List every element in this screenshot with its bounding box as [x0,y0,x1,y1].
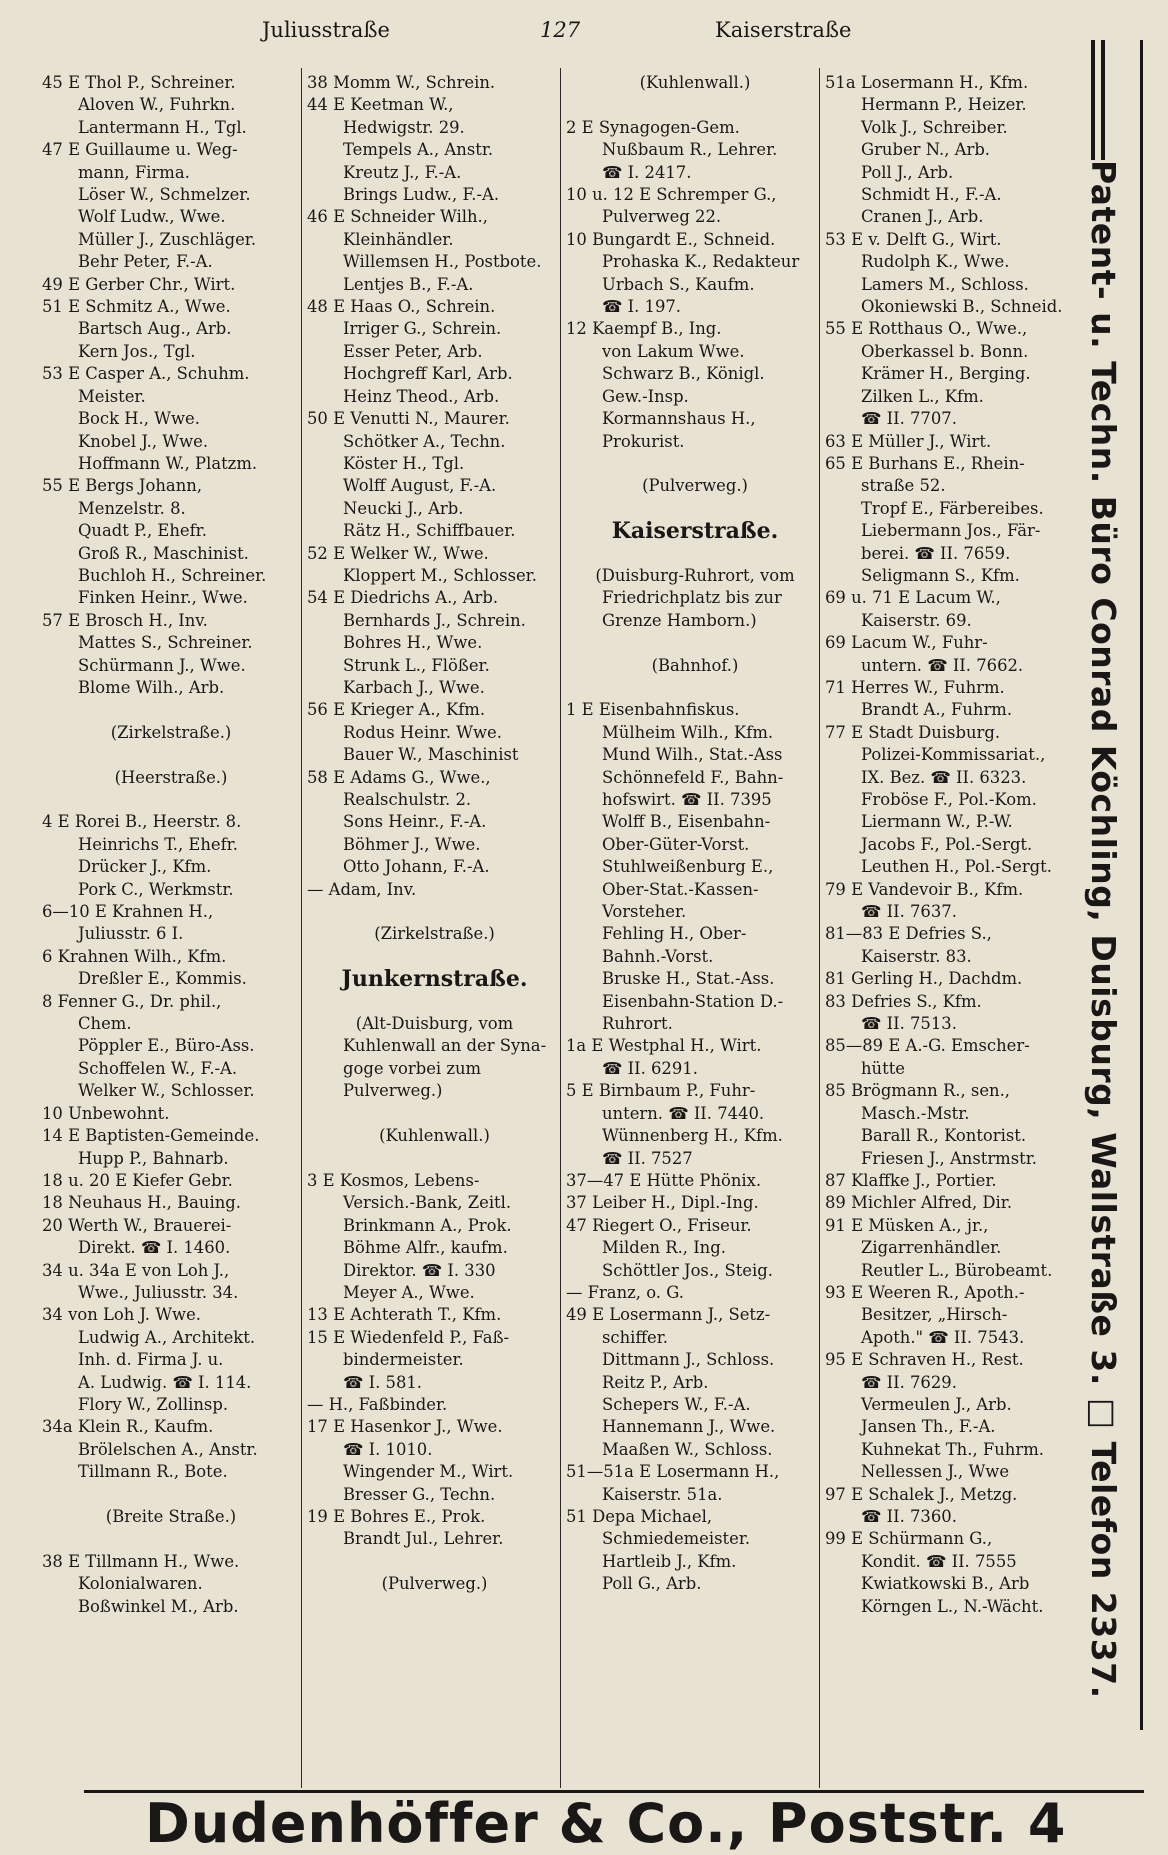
directory-line: Brinkmann A., Prok. [343,1215,512,1235]
directory-line: Pulverweg 22. [602,207,722,227]
directory-line: 37—47 E Hütte Phönix. [566,1170,762,1190]
directory-line: 47 Riegert O., Friseur. [566,1215,752,1235]
directory-line: 91 E Müsken A., jr., [825,1215,989,1235]
directory-line: Kaiserstr. 51a. [602,1484,723,1504]
directory-line: Poll J., Arb. [861,162,954,182]
directory-line: Schwarz B., Königl. [602,364,765,384]
directory-line [307,946,562,968]
directory-line: Friedrichplatz bis zur [602,588,782,608]
directory-line: Pöppler E., Büro-Ass. [78,1036,255,1056]
directory-line: (Heerstraße.) [114,767,228,787]
directory-line: Jacobs F., Pol.-Sergt. [861,834,1033,854]
directory-line: 2 E Synagogen-Gem. [566,117,740,137]
directory-line: Seligmann S., Kfm. [861,565,1020,585]
directory-line: Reitz P., Arb. [602,1372,709,1392]
directory-line: (Kuhlenwall.) [379,1126,490,1146]
directory-line [42,744,300,766]
directory-line: (Pulverweg.) [642,476,748,496]
directory-line: Strunk L., Flößer. [343,655,490,675]
directory-line: 34 von Loh J. Wwe. [42,1305,201,1325]
directory-line: Böhmer J., Wwe. [343,834,481,854]
directory-line: 10 Unbewohnt. [42,1103,170,1123]
directory-line: 17 E Hasenkor J., Wwe. [307,1417,503,1437]
directory-line: Besitzer, „Hirsch- [861,1305,1008,1325]
directory-line: ☎ I. 2417. [602,162,692,182]
directory-line: Mülheim Wilh., Kfm. [602,722,774,742]
directory-line: 10 Bungardt E., Schneid. [566,229,776,249]
directory-line: 18 Neuhaus H., Bauing. [42,1193,241,1213]
directory-line: Barall R., Kontorist. [861,1126,1027,1146]
directory-line: Hartleib J., Kfm. [602,1551,737,1571]
directory-line: 99 E Schürmann G., [825,1529,993,1549]
directory-line: 5 E Birnbaum P., Fuhr- [566,1081,756,1101]
directory-line: 13 E Achterath T., Kfm. [307,1305,502,1325]
directory-line: ☎ I. 581. [343,1372,423,1392]
directory-line: Kloppert M., Schlosser. [343,565,537,585]
directory-line: Bauer W., Maschinist [343,745,519,765]
directory-line: mann, Firma. [78,162,190,182]
directory-line: 12 Kaempf B., Ing. [566,319,722,339]
directory-line: 37 Leiber H., Dipl.-Ing. [566,1193,759,1213]
directory-line: 56 E Krieger A., Kfm. [307,700,486,720]
directory-line: 69 Lacum W., Fuhr- [825,633,988,653]
directory-line: Mund Wilh., Stat.-Ass [602,745,783,765]
directory-line: Froböse F., Pol.-Kom. [861,790,1037,809]
directory-line: (Bahnhof.) [651,655,739,675]
directory-line: 52 E Welker W., Wwe. [307,543,489,563]
directory-line: Fehling H., Ober- [602,924,747,944]
directory-line: 14 E Baptisten-Gemeinde. [42,1126,260,1146]
directory-line: Tropf E., Färbereibes. [861,498,1044,518]
directory-line: Lamers M., Schloss. [861,274,1029,294]
directory-column-4 [825,72,1075,1618]
directory-line: 54 E Diedrichs A., Arb. [307,588,499,608]
directory-line: Schötker A., Techn. [343,431,506,451]
directory-line [42,699,300,721]
directory-line: Wingender M., Wirt. [343,1462,514,1482]
directory-line: 18 u. 20 E Kiefer Gebr. [42,1170,233,1190]
directory-line: Maaßen W., Schloss. [602,1439,773,1459]
directory-line: 79 E Vandevoir B., Kfm. [825,879,1024,899]
directory-line: — Franz, o. G. [566,1282,684,1302]
directory-line: 81 Gerling H., Dachdm. [825,969,1023,989]
footer-advert: Dudenhöffer & Co., Poststr. 4 [145,1792,1067,1855]
directory-line: Direktor. ☎ I. 330 [343,1260,496,1280]
directory-line [42,789,300,811]
directory-line: 8 Fenner G., Dr. phil., [42,991,222,1011]
directory-line: Hochgreff Karl, Arb. [343,364,513,384]
directory-line: 83 Defries S., Kfm. [825,991,982,1011]
directory-line: Brandt Jul., Lehrer. [343,1529,504,1549]
directory-line: (Duisburg-Ruhrort, vom [595,565,795,585]
directory-line: Kern Jos., Tgl. [78,341,196,361]
directory-line: Leuthen H., Pol.-Sergt. [861,857,1052,877]
directory-line: Müller J., Zuschläger. [78,229,257,249]
directory-line: Blome Wilh., Arb. [78,677,225,697]
directory-line: Junkernstraße. [341,968,528,991]
directory-line: Gruber N., Arb. [861,140,991,160]
directory-line [566,453,824,475]
directory-line: schiffer. [602,1327,668,1347]
directory-line: untern. ☎ II. 7662. [861,655,1024,675]
directory-line [307,1148,562,1170]
sidebar-rule [1091,40,1095,160]
directory-line: 77 E Stadt Duisburg. [825,722,1001,742]
directory-line: 6—10 E Krahnen H., [42,902,214,922]
directory-line: — Adam, Inv. [307,879,417,899]
directory-column-1 [42,72,300,1618]
directory-line: 69 u. 71 E Lacum W., [825,588,1001,608]
directory-line: Neucki J., Arb. [343,498,464,518]
directory-line: Brandt A., Fuhrm. [861,700,1013,720]
directory-line: ☎ I. 1010. [343,1439,433,1459]
directory-line: Hedwigstr. 29. [343,117,465,137]
directory-line: — H., Faßbinder. [307,1394,448,1414]
directory-line: ☎ II. 7527 [602,1148,693,1168]
directory-line: Bartsch Aug., Arb. [78,319,232,339]
directory-line: ☎ II. 7707. [861,409,957,429]
directory-line: Friesen J., Anstrmstr. [861,1148,1037,1168]
directory-line: 48 E Haas O., Schrein. [307,297,496,317]
directory-line: 6 Krahnen Wilh., Kfm. [42,946,227,966]
directory-line: Brölelschen A., Anstr. [78,1439,258,1459]
directory-line [566,498,824,520]
directory-line: Pork C., Werkmstr. [78,879,234,899]
directory-line: hofswirt. ☎ II. 7395 [602,790,772,809]
directory-line: 49 E Losermann J., Setz- [566,1305,771,1325]
directory-line: Prokurist. [602,431,685,451]
directory-line: 45 E Thol P., Schreiner. [42,73,236,92]
directory-line: Boßwinkel M., Arb. [78,1596,239,1616]
directory-line: 85—89 E A.-G. Emscher- [825,1036,1030,1056]
directory-line: hütte [861,1058,905,1078]
directory-line: 71 Herres W., Fuhrm. [825,677,1005,697]
directory-line: (Zirkelstraße.) [374,924,495,944]
directory-line: Kreutz J., F.-A. [343,162,462,182]
directory-line: Ludwig A., Architekt. [78,1327,256,1347]
directory-line: Groß R., Maschinist. [78,543,249,563]
directory-line: Drücker J., Kfm. [78,857,212,877]
directory-line: 44 E Keetman W., [307,95,454,115]
directory-line: Zigarrenhändler. [861,1238,1002,1258]
running-header-right: Kaiserstraße [715,18,852,42]
directory-line: Wolff August, F.-A. [343,476,497,496]
directory-line: Finken Heinr., Wwe. [78,588,248,608]
directory-line [307,1551,562,1573]
directory-line: Gew.-Insp. [602,386,689,406]
directory-line: Dittmann J., Schloss. [602,1350,775,1370]
column-rule [301,68,302,1788]
directory-line: 38 E Tillmann H., Wwe. [42,1551,240,1571]
directory-line: Poll G., Arb. [602,1574,702,1594]
directory-line: Rätz H., Schiffbauer. [343,521,516,541]
directory-line: Apoth." ☎ II. 7543. [861,1327,1025,1347]
directory-line: Flory W., Zollinsp. [78,1394,229,1414]
right-border-rule [1140,40,1143,1730]
directory-line: 46 E Schneider Wilh., [307,207,488,227]
directory-line: Dreßler E., Kommis. [78,969,247,989]
directory-line [307,1103,562,1125]
sidebar-advert-band [1083,40,1129,1720]
directory-line: Ober-Güter-Vorst. [602,834,750,854]
directory-line: Jansen Th., F.-A. [861,1417,996,1437]
directory-line: 87 Klaffke J., Portier. [825,1170,997,1190]
running-header-left: Juliusstraße [262,18,390,42]
directory-line: Ober-Stat.-Kassen- [602,879,759,899]
directory-line: Oberkassel b. Bonn. [861,341,1029,361]
directory-line: Kolonialwaren. [78,1574,203,1594]
directory-line: Bahnh.-Vorst. [602,946,714,966]
directory-line: 19 E Bohres E., Prok. [307,1507,486,1526]
directory-line: Milden R., Ing. [602,1238,726,1258]
directory-line: Bresser G., Techn. [343,1484,496,1504]
directory-line: Bock H., Wwe. [78,409,200,429]
directory-line: Heinrichs T., Ehefr. [78,834,238,854]
directory-line: Kaiserstraße. [611,520,779,543]
directory-line: 15 E Wiedenfeld P., Faß- [307,1327,510,1347]
directory-line: Grenze Hamborn.) [602,610,757,630]
directory-line: Meyer A., Wwe. [343,1282,475,1302]
directory-line: Welker W., Schlosser. [78,1081,255,1101]
directory-line: Aloven W., Fuhrkn. [78,95,236,115]
directory-line: straße 52. [861,476,946,496]
directory-line: Kleinhändler. [343,229,454,249]
directory-line: Urbach S., Kaufm. [602,274,755,294]
directory-line: Direkt. ☎ I. 1460. [78,1238,231,1258]
directory-line: Köster H., Tgl. [343,453,465,473]
directory-line: Schoffelen W., F.-A. [78,1058,238,1078]
directory-line: Realschulstr. 2. [343,790,472,809]
directory-line: Irriger G., Schrein. [343,319,502,339]
directory-line: Versich.-Bank, Zeitl. [343,1193,512,1213]
directory-line [566,543,824,565]
directory-line: Karbach J., Wwe. [343,677,485,697]
directory-line: Knobel J., Wwe. [78,431,209,451]
sidebar-advert: Patent- u. Techn. Büro Conrad Köchling, Duisburg, Wallstraße 3. □ Telefon 2337. [1084,160,1123,1699]
directory-line: Ruhrort. [602,1014,673,1034]
directory-line: 50 E Venutti N., Maurer. [307,409,510,429]
sidebar-rule [1101,40,1105,160]
directory-line: A. Ludwig. ☎ I. 114. [78,1372,252,1392]
directory-line: Wünnenberg H., Kfm. [602,1126,783,1146]
directory-line: (Zirkelstraße.) [110,722,232,742]
directory-line: Kondit. ☎ II. 7555 [861,1551,1017,1571]
directory-line: Brings Ludw., F.-A. [343,185,500,205]
directory-line: Behr Peter, F.-A. [78,252,213,272]
directory-line: Heinz Theod., Arb. [343,386,500,406]
directory-line: Hupp P., Bahnarb. [78,1148,229,1168]
directory-line: bindermeister. [343,1350,464,1370]
directory-line: 65 E Burhans E., Rhein- [825,453,1025,473]
directory-line: 53 E Casper A., Schuhm. [42,364,250,384]
directory-line: 51—51a E Losermann H., [566,1462,780,1482]
directory-line: (Alt-Duisburg, vom [355,1014,514,1034]
directory-line: Mattes S., Schreiner. [78,633,253,653]
directory-line: Schöttler Jos., Steig. [602,1260,773,1280]
directory-line: 97 E Schalek J., Metzg. [825,1484,1018,1504]
directory-line: Hermann P., Heizer. [861,95,1027,115]
directory-line: Tempels A., Anstr. [343,140,494,160]
directory-line: Meister. [78,386,146,406]
directory-line: Rodus Heinr. Wwe. [343,722,502,742]
directory-line: Liebermann Jos., Fär- [861,521,1041,541]
directory-line: Wolf Ludw., Wwe. [78,207,226,227]
directory-line: 10 u. 12 E Schremper G., [566,185,777,205]
directory-line: Hoffmann W., Platzm. [78,453,258,473]
directory-line: 49 E Gerber Chr., Wirt. [42,274,236,294]
directory-line: berei. ☎ II. 7659. [861,543,1011,563]
directory-line: Volk J., Schreiber. [861,117,1008,137]
directory-line: Nußbaum R., Lehrer. [602,140,778,160]
directory-line [566,632,824,654]
directory-line: Quadt P., Ehefr. [78,521,207,541]
directory-line: (Pulverweg.) [381,1574,488,1594]
directory-line: Liermann W., P.-W. [861,812,1013,832]
directory-line: 34a Klein R., Kaufm. [42,1417,214,1437]
directory-line: ☎ II. 7637. [861,902,957,922]
directory-line: Kuhlenwall an der Syna- [343,1036,547,1056]
directory-line: von Lakum Wwe. [602,341,745,361]
directory-line: Wwe., Juliusstr. 34. [78,1282,239,1302]
directory-line: Kuhnekat Th., Fuhrm. [861,1439,1044,1459]
directory-line: Eisenbahn-Station D.- [602,991,784,1011]
directory-line [42,1528,300,1550]
directory-line: ☎ II. 6291. [602,1058,698,1078]
directory-line: 57 E Brosch H., Inv. [42,610,208,630]
directory-line: Vorsteher. [602,902,687,922]
directory-line: 1a E Westphal H., Wirt. [566,1036,762,1056]
directory-line: Menzelstr. 8. [78,498,186,518]
directory-line: ☎ II. 7513. [861,1014,957,1034]
directory-line: 3 E Kosmos, Lebens- [307,1170,480,1190]
directory-line: 34 u. 34a E von Loh J., [42,1260,230,1280]
directory-line [566,677,824,699]
directory-line: Sons Heinr., F.-A. [343,812,487,832]
directory-line: 89 Michler Alfred, Dir. [825,1193,1013,1213]
directory-line: Schmiedemeister. [602,1529,751,1549]
directory-line: 53 E v. Delft G., Wirt. [825,229,1002,249]
directory-line: Polizei-Kommissariat., [861,745,1046,765]
directory-line: ☎ II. 7629. [861,1372,957,1392]
directory-line: 95 E Schraven H., Rest. [825,1350,1024,1370]
directory-line: Juliusstr. 6 I. [78,924,184,944]
directory-line: Buchloh H., Schreiner. [78,565,267,585]
directory-line: Okoniewski B., Schneid. [861,297,1063,317]
directory-line: ☎ I. 197. [602,297,682,317]
directory-line: 55 E Rotthaus O., Wwe., [825,319,1028,339]
directory-line: Krämer H., Berging. [861,364,1031,384]
directory-line: Pulverweg.) [343,1081,443,1101]
directory-line: 51a Losermann H., Kfm. [825,73,1029,92]
directory-line: Bernhards J., Schrein. [343,610,526,630]
directory-line: Schönnefeld F., Bahn- [602,767,784,787]
directory-line: (Breite Straße.) [105,1507,237,1526]
directory-line: IX. Bez. ☎ II. 6323. [861,767,1027,787]
directory-line: Hannemann J., Wwe. [602,1417,776,1437]
directory-line: Schürmann J., Wwe. [78,655,246,675]
directory-line: ☎ II. 7360. [861,1507,957,1526]
directory-line: 58 E Adams G., Wwe., [307,767,491,787]
directory-line: Löser W., Schmelzer. [78,185,251,205]
directory-line: Masch.-Mstr. [861,1103,970,1123]
directory-column-2 [307,72,562,1596]
directory-line: 55 E Bergs Johann, [42,476,203,496]
directory-line: Böhme Alfr., kaufm. [343,1238,508,1258]
directory-line: Körngen L., N.-Wächt. [861,1596,1044,1616]
directory-line: Vermeulen J., Arb. [861,1394,1012,1414]
directory-line: Bruske H., Stat.-Ass. [602,969,775,989]
directory-line: Otto Johann, F.-A. [343,857,490,877]
directory-line: Kwiatkowski B., Arb [861,1574,1030,1594]
directory-line: Bohres H., Wwe. [343,633,483,653]
directory-line: Schepers W., F.-A. [602,1394,751,1414]
directory-line: Lentjes B., F.-A. [343,274,474,294]
directory-line: 38 Momm W., Schrein. [307,73,496,92]
directory-line: 85 Brögmann R., sen., [825,1081,1011,1101]
directory-line: Stuhlweißenburg E., [602,857,774,877]
directory-line: 51 E Schmitz A., Wwe. [42,297,231,317]
directory-line: 20 Werth W., Brauerei- [42,1215,232,1235]
directory-line [566,94,824,116]
directory-line: 1 E Eisenbahnfiskus. [566,700,740,720]
directory-line: untern. ☎ II. 7440. [602,1103,765,1123]
directory-line: Prohaska K., Redakteur [602,252,800,272]
directory-line: 93 E Weeren R., Apoth.- [825,1282,1025,1302]
directory-line: Kaiserstr. 83. [861,946,972,966]
directory-line [307,991,562,1013]
directory-line: Chem. [78,1014,132,1034]
directory-line: (Kuhlenwall.) [639,73,751,92]
directory-line: 63 E Müller J., Wirt. [825,431,992,451]
directory-line: Rudolph K., Wwe. [861,252,1010,272]
directory-line: Lantermann H., Tgl. [78,117,247,137]
directory-line: goge vorbei zum [343,1058,482,1078]
directory-line: Wolff B., Eisenbahn- [602,812,771,832]
directory-line: Zilken L., Kfm. [861,386,984,406]
directory-line [42,1484,300,1506]
directory-line: Tillmann R., Bote. [78,1462,228,1482]
directory-line: Inh. d. Firma J. u. [78,1350,224,1370]
directory-line: Schmidt H., F.-A. [861,185,1002,205]
directory-line: 4 E Rorei B., Heerstr. 8. [42,812,242,832]
directory-line: Kaiserstr. 69. [861,610,972,630]
directory-line: 51 Depa Michael, [566,1507,713,1526]
directory-line: Reutler L., Bürobeamt. [861,1260,1053,1280]
directory-line [307,901,562,923]
directory-column-3 [566,72,824,1596]
directory-line: Willemsen H., Postbote. [343,252,542,272]
directory-line: Cranen J., Arb. [861,207,984,227]
directory-line: 81—83 E Defries S., [825,924,992,944]
directory-line: Esser Peter, Arb. [343,341,483,361]
page-number: 127 [540,18,581,42]
directory-line: 47 E Guillaume u. Weg- [42,140,238,160]
directory-line: Kormannshaus H., [602,409,756,429]
directory-line: Nellessen J., Wwe [861,1462,1010,1482]
